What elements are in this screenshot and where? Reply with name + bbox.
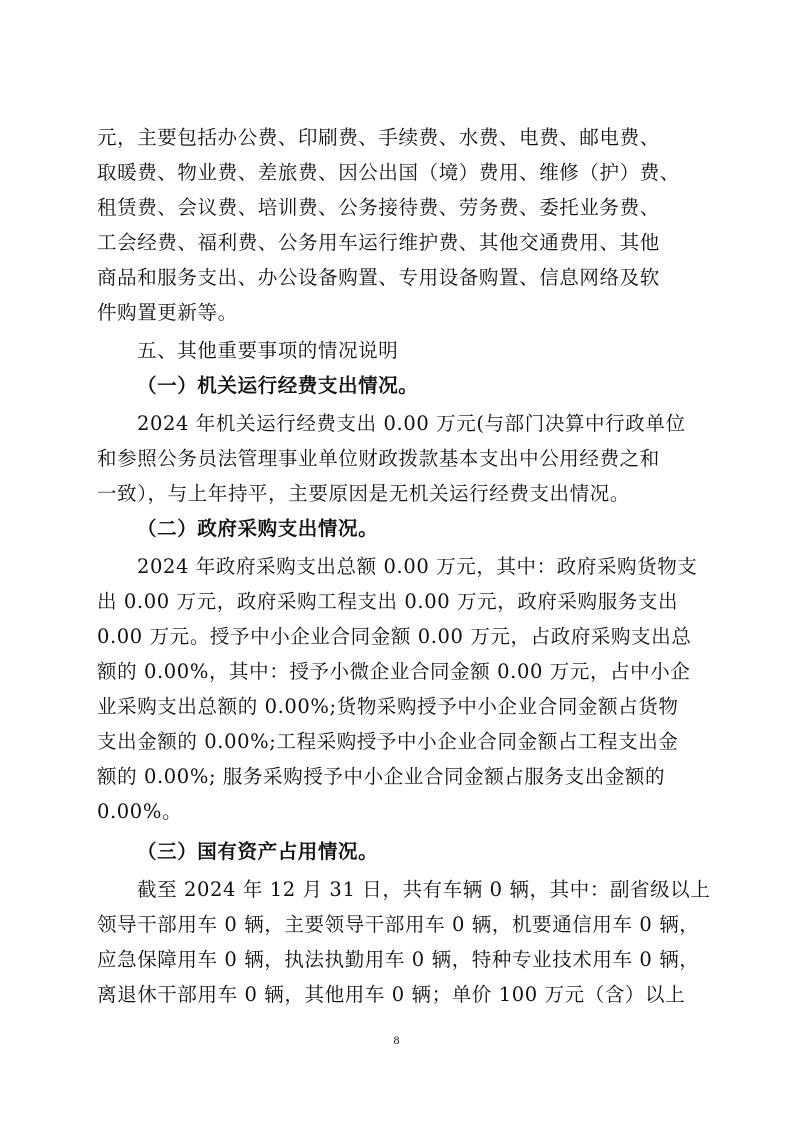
body-text-line: 一致），与上年持平，主要原因是无机关运行经费支出情况。	[97, 482, 630, 505]
body-text-line: 2024 年政府采购支出总额 0.00 万元，其中：政府采购货物支	[137, 555, 698, 578]
body-text-line: 额的 0.00%，其中：授予小微企业合同金额 0.00 万元，占中小企	[97, 660, 691, 683]
body-text-line: 截至 2024 年 12 月 31 日，共有车辆 0 辆，其中：副省级以上	[137, 878, 711, 901]
body-text-line: 和参照公务员法管理事业单位财政拨款基本支出中公用经费之和	[97, 447, 660, 470]
body-text-line: 0.00 万元。授予中小企业合同金额 0.00 万元，占政府采购支出总	[97, 625, 692, 648]
body-text-line: 业采购支出总额的 0.00%;货物采购授予中小企业合同金额占货物	[97, 695, 679, 718]
body-text-line: 取暖费、物业费、差旅费、因公出国（境）费用、维修（护）费、	[97, 161, 680, 184]
body-text-line: 件购置更新等。	[97, 301, 238, 324]
body-text-line: 出 0.00 万元，政府采购工程支出 0.00 万元，政府采购服务支出	[97, 590, 679, 613]
subsection-heading: （三）国有资产占用情况。	[137, 840, 379, 863]
body-text-line: 2024 年机关运行经费支出 0.00 万元(与部门决算中行政单位	[137, 412, 686, 435]
body-text-line: 元，主要包括办公费、印刷费、手续费、水费、电费、邮电费、	[97, 126, 660, 149]
subsection-heading: （二）政府采购支出情况。	[137, 517, 379, 540]
body-text-line: 租赁费、会议费、培训费、公务接待费、劳务费、委托业务费、	[97, 196, 660, 219]
body-text-line: 领导干部用车 0 辆，主要领导干部用车 0 辆，机要通信用车 0 辆，	[97, 913, 700, 936]
body-text-line: 商品和服务支出、办公设备购置、专用设备购置、信息网络及软	[97, 266, 660, 289]
subsection-heading: （一）机关运行经费支出情况。	[137, 374, 419, 397]
body-text-line: 额的 0.00%; 服务采购授予中小企业合同金额占服务支出金额的	[97, 765, 666, 788]
body-text-line: 离退休干部用车 0 辆，其他用车 0 辆；单价 100 万元（含）以上	[97, 983, 686, 1006]
body-text-line: 工会经费、福利费、公务用车运行维护费、其他交通费用、其他	[97, 231, 660, 254]
body-text-line: 0.00%。	[97, 800, 183, 823]
body-text-line: 应急保障用车 0 辆，执法执勤用车 0 辆，特种专业技术用车 0 辆，	[97, 948, 700, 971]
section-heading: 五、其他重要事项的情况说明	[137, 339, 399, 362]
body-text-line: 支出金额的 0.00%;工程采购授予中小企业合同金额占工程支出金	[97, 730, 679, 753]
page-number: 8	[393, 1033, 400, 1047]
